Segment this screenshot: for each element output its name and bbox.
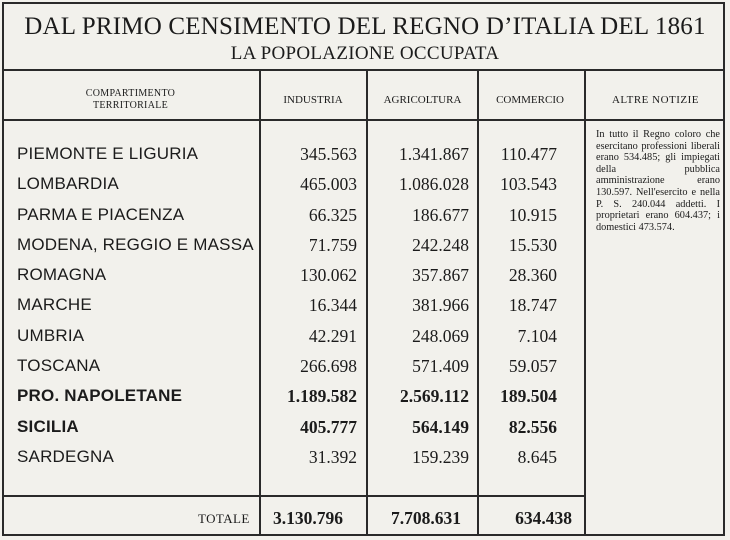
header-industria: INDUSTRIA — [283, 94, 343, 106]
commercio-value: 110.477 — [500, 144, 557, 164]
industria-value: 405.777 — [300, 416, 357, 437]
totale-industria: 3.130.796 — [273, 508, 343, 528]
region-name: LOMBARDIA — [17, 174, 119, 194]
commercio-value: 18.747 — [508, 295, 557, 316]
industria-value: 71.759 — [308, 234, 357, 255]
header-commercio: COMMERCIO — [496, 94, 564, 106]
table-row — [0, 322, 590, 352]
commercio-value: 59.057 — [508, 356, 557, 377]
region-name: SICILIA — [17, 416, 79, 436]
commercio-value: 28.360 — [508, 265, 557, 286]
commercio-value: 10.915 — [508, 204, 557, 225]
industria-value: 16.344 — [308, 295, 357, 316]
header-region-line2: TERRITORIALE — [92, 100, 169, 111]
region-name: PIEMONTE E LIGURIA — [17, 144, 199, 163]
agricoltura-value: 357.867 — [412, 265, 469, 286]
header-region — [8, 80, 253, 120]
region-name: SARDEGNA — [17, 446, 115, 466]
agricoltura-value: 571.409 — [412, 356, 469, 377]
commercio-value: 8.645 — [517, 446, 557, 467]
table-row — [0, 261, 590, 291]
table-row — [0, 140, 590, 170]
region-name: PARMA E PIACENZA — [17, 204, 185, 224]
page-title: DAL PRIMO CENSIMENTO DEL REGNO D’ITALIA DEL 1861 — [24, 13, 706, 40]
agricoltura-value: 242.248 — [412, 234, 469, 255]
commercio-value: 189.504 — [500, 386, 557, 407]
agricoltura-value: 2.569.112 — [399, 386, 469, 407]
region-name: TOSCANA — [17, 356, 101, 376]
agricoltura-value: 1.341.867 — [399, 144, 469, 164]
totale-agricoltura: 7.708.631 — [391, 508, 461, 528]
agricoltura-value: 159.239 — [412, 446, 469, 467]
agricoltura-value: 186.677 — [412, 204, 469, 225]
region-name: PRO. NAPOLETANE — [17, 386, 183, 406]
table-row — [0, 170, 590, 200]
table-row — [0, 352, 590, 382]
agricoltura-value: 248.069 — [412, 325, 469, 346]
altre-notizie-text: In tutto il Regno coloro che esercitano professioni liberali erano 534.485; gli impiegati della pubblica amministrazione erano 130.597. Nell'esercito e nella P. S. 240.044 addetti. I proprietari erano 604.437; i domestici 473.574. — [596, 129, 720, 233]
commercio-value: 7.104 — [517, 325, 557, 346]
table-row — [0, 291, 590, 321]
industria-value: 465.003 — [300, 174, 357, 195]
totals-divider — [2, 495, 585, 497]
region-name: MODENA, REGGIO E MASSA — [17, 234, 254, 254]
industria-value: 31.392 — [308, 446, 357, 467]
table-row — [0, 443, 590, 473]
industria-value: 42.291 — [308, 325, 357, 346]
header-region-line1: COMPARTIMENTO — [85, 88, 176, 99]
commercio-value: 103.543 — [500, 174, 557, 195]
header-agricoltura: AGRICOLTURA — [383, 94, 462, 106]
agricoltura-value: 564.149 — [412, 416, 469, 437]
table-row — [0, 413, 590, 443]
industria-value: 130.062 — [300, 265, 357, 286]
industria-value: 66.325 — [308, 204, 357, 225]
totale-label: TOTALE — [198, 511, 250, 526]
title-divider — [2, 69, 725, 71]
table-row — [0, 231, 590, 261]
page-subtitle: LA POPOLAZIONE OCCUPATA — [230, 43, 500, 64]
industria-value: 266.698 — [300, 356, 357, 377]
header-altre-notizie: ALTRE NOTIZIE — [611, 94, 700, 106]
agricoltura-value: 381.966 — [412, 295, 469, 316]
region-name: UMBRIA — [17, 325, 85, 345]
agricoltura-value: 1.086.028 — [399, 174, 469, 195]
region-name: MARCHE — [17, 295, 92, 315]
table-row — [0, 382, 590, 412]
industria-value: 1.189.582 — [287, 386, 357, 407]
industria-value: 345.563 — [300, 144, 357, 164]
region-name: ROMAGNA — [17, 265, 107, 285]
commercio-value: 15.530 — [508, 234, 557, 255]
commercio-value: 82.556 — [508, 416, 557, 437]
table-body — [0, 140, 590, 473]
totale-commercio: 634.438 — [515, 508, 572, 528]
table-row — [0, 201, 590, 231]
